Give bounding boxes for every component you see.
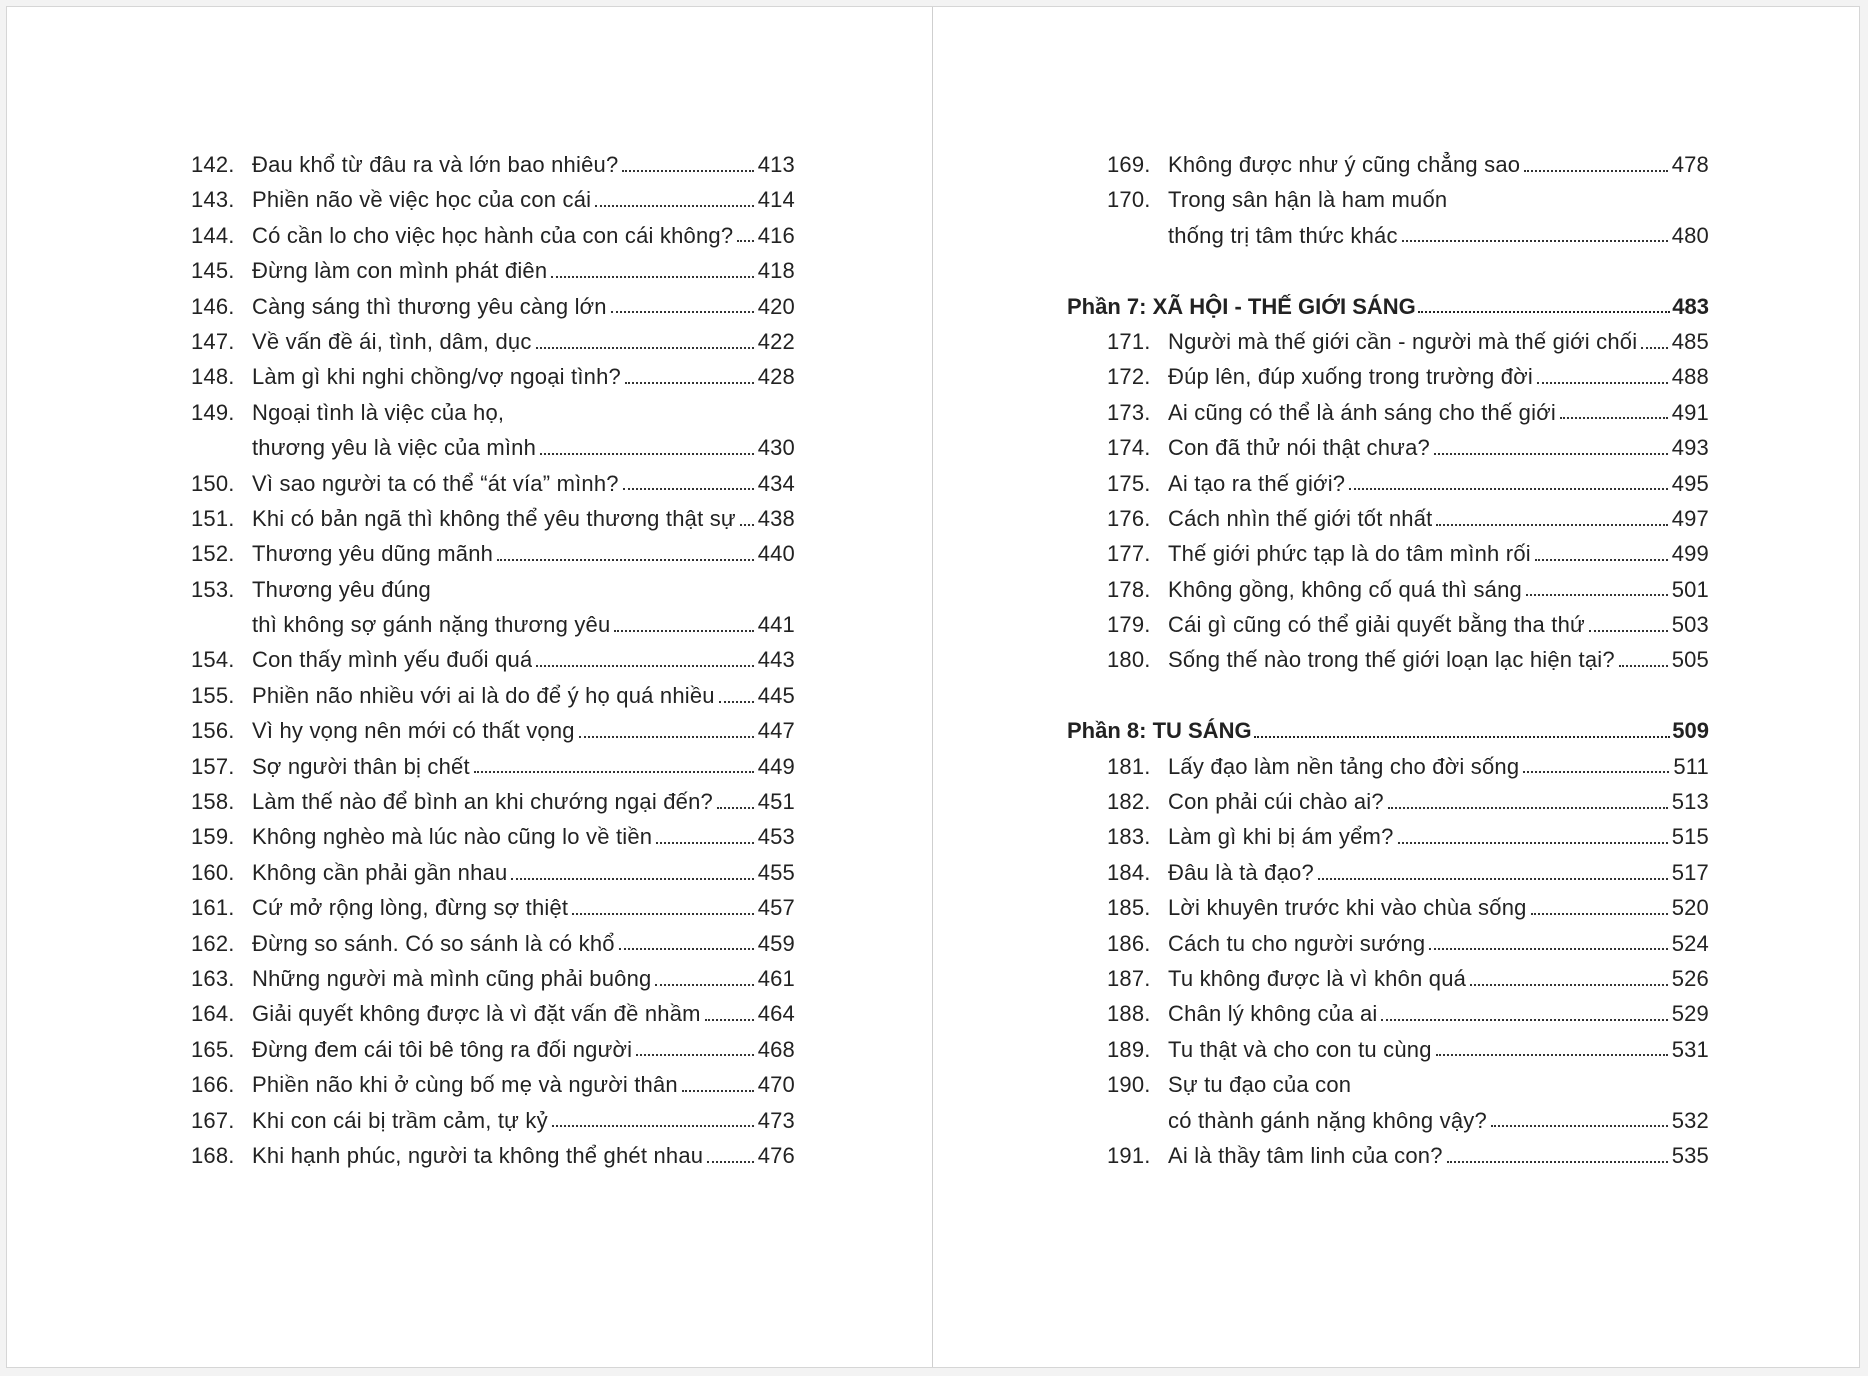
entry-number: 191. (1107, 1142, 1151, 1168)
dot-leader (1436, 1054, 1668, 1056)
entry-page-number: 520 (1671, 895, 1709, 921)
entry-title: Người mà thế giới cần - người mà thế giới chối (1168, 328, 1638, 354)
dot-leader (1434, 453, 1668, 455)
entry-title: Sống thế nào trong thế giới loạn lạc hiện tại? (1168, 647, 1615, 673)
entry-page-number: 422 (757, 328, 795, 354)
entry-page-number: 488 (1671, 364, 1709, 390)
toc-entry (191, 253, 795, 288)
entry-number: 174. (1107, 435, 1151, 461)
entry-number: 167. (191, 1107, 235, 1133)
dot-leader (625, 382, 754, 384)
entry-number: 150. (191, 470, 235, 496)
entry-page-number: 453 (757, 824, 795, 850)
toc-entry (191, 713, 795, 748)
entry-title: Làm gì khi nghi chồng/vợ ngoại tình? (252, 364, 621, 390)
entry-page-number: 455 (757, 859, 795, 885)
toc-entry (191, 819, 795, 854)
dot-leader (1523, 771, 1669, 773)
section-spacer (1067, 678, 1709, 713)
entry-number: 158. (191, 789, 235, 815)
part-title: Phần 8: TU SÁNG (1067, 718, 1252, 744)
entry-number: 187. (1107, 965, 1151, 991)
dot-leader (707, 1161, 753, 1163)
entry-title: Thương yêu đúng (252, 576, 431, 602)
dot-leader (579, 736, 754, 738)
book-spread (6, 6, 1860, 1368)
dot-leader (740, 524, 754, 526)
toc-entry (1067, 395, 1709, 430)
entry-page-number: 526 (1671, 965, 1709, 991)
part-heading (1067, 289, 1709, 324)
entry-title: Không cần phải gần nhau (252, 859, 508, 885)
entry-title: Làm gì khi bị ám yểm? (1168, 824, 1394, 850)
entry-number: 153. (191, 576, 235, 602)
dot-leader (536, 665, 753, 667)
entry-title: Trong sân hận là ham muốn (1168, 187, 1448, 213)
dot-leader (1589, 630, 1668, 632)
entry-number: 184. (1107, 859, 1151, 885)
entry-title: Thương yêu dũng mãnh (252, 541, 494, 567)
entry-number: 176. (1107, 505, 1151, 531)
entry-page-number: 451 (757, 789, 795, 815)
dot-leader (622, 170, 753, 172)
entry-page-number: 473 (757, 1107, 795, 1133)
entry-number: 155. (191, 682, 235, 708)
dot-leader (1641, 347, 1667, 349)
entry-number: 142. (191, 152, 235, 177)
entry-number: 179. (1107, 612, 1151, 638)
entry-page-number: 459 (757, 930, 795, 956)
dot-leader (1526, 594, 1668, 596)
part-page-number: 509 (1672, 718, 1709, 744)
entry-page-number: 515 (1671, 824, 1709, 850)
entry-number: 173. (1107, 399, 1151, 425)
toc-entry (191, 466, 795, 501)
toc-entry (191, 607, 795, 642)
entry-page-number: 535 (1671, 1142, 1709, 1168)
toc-entry (1067, 749, 1709, 784)
entry-page-number: 418 (757, 258, 795, 284)
toc-entry (191, 749, 795, 784)
entry-page-number: 499 (1671, 541, 1709, 567)
toc-entry (191, 855, 795, 890)
dot-leader (595, 205, 753, 207)
dot-leader (1402, 240, 1668, 242)
toc-entry (1067, 1103, 1709, 1138)
entry-number: 172. (1107, 364, 1151, 390)
entry-number: 175. (1107, 470, 1151, 496)
dot-leader (656, 842, 753, 844)
toc-entry (1067, 182, 1709, 217)
toc-entry (191, 961, 795, 996)
toc-entry (191, 572, 795, 607)
entry-page-number: 529 (1671, 1001, 1709, 1027)
entry-number: 151. (191, 505, 235, 531)
entry-page-number: 416 (757, 222, 795, 248)
dot-leader (737, 240, 753, 242)
toc-entry (1067, 961, 1709, 996)
dot-leader (552, 1125, 754, 1127)
entry-number: 181. (1107, 753, 1151, 779)
right-page-toc (1067, 147, 1709, 1173)
entry-page-number: 430 (757, 435, 795, 461)
dot-leader (536, 347, 754, 349)
entry-title: Khi con cái bị trầm cảm, tự kỷ (252, 1107, 548, 1133)
entry-title: Làm thế nào để bình an khi chướng ngại đến? (252, 789, 713, 815)
dot-leader (1470, 984, 1668, 986)
entry-page-number: 461 (757, 965, 795, 991)
dot-leader (1429, 948, 1667, 950)
entry-title: Thế giới phức tạp là do tâm mình rối (1168, 541, 1531, 567)
toc-entry (191, 536, 795, 571)
entry-title: Con đã thử nói thật chưa? (1168, 435, 1430, 461)
entry-title: Cái gì cũng có thể giải quyết bằng tha thứ (1168, 612, 1585, 638)
entry-number: 146. (191, 293, 235, 319)
entry-number: 144. (191, 222, 235, 248)
entry-page-number: 476 (757, 1142, 795, 1168)
entry-title: Ngoại tình là việc của họ, (252, 399, 505, 425)
dot-leader (1381, 1019, 1667, 1021)
entry-title: Đúp lên, đúp xuống trong trường đời (1168, 364, 1533, 390)
toc-entry (1067, 1138, 1709, 1173)
entry-page-number: 505 (1671, 647, 1709, 673)
dot-leader (1537, 382, 1668, 384)
dot-leader (623, 488, 754, 490)
dot-leader (705, 1019, 754, 1021)
dot-leader (1349, 488, 1667, 490)
entry-title: Đau khổ từ đâu ra và lớn bao nhiêu? (252, 152, 619, 177)
dot-leader (1418, 311, 1670, 313)
entry-number: 152. (191, 541, 235, 567)
dot-leader (619, 948, 754, 950)
entry-number: 190. (1107, 1072, 1151, 1098)
dot-leader (614, 630, 753, 632)
entry-number: 188. (1107, 1001, 1151, 1027)
dot-leader (1318, 878, 1668, 880)
entry-title: Đừng đem cái tôi bê tông ra đối người (252, 1036, 633, 1062)
page-gutter (932, 7, 933, 1367)
entry-page-number: 501 (1671, 576, 1709, 602)
entry-number: 145. (191, 258, 235, 284)
toc-entry (191, 678, 795, 713)
toc-entry (1067, 218, 1709, 253)
part-page-number: 483 (1672, 293, 1709, 319)
toc-entry (1067, 430, 1709, 465)
entry-title: Không gồng, không cố quá thì sáng (1168, 576, 1522, 602)
toc-entry (1067, 147, 1709, 182)
toc-entry (1067, 855, 1709, 890)
entry-title: Sợ người thân bị chết (252, 753, 470, 779)
toc-entry (191, 890, 795, 925)
entry-number: 182. (1107, 789, 1151, 815)
entry-page-number: 420 (757, 293, 795, 319)
entry-title: Không nghèo mà lúc nào cũng lo về tiền (252, 824, 653, 850)
entry-title: thống trị tâm thức khác (1168, 222, 1398, 248)
entry-title: Phiền não về việc học của con cái (252, 187, 592, 213)
dot-leader (1491, 1125, 1668, 1127)
entry-page-number: 468 (757, 1036, 795, 1062)
entry-page-number: 524 (1671, 930, 1709, 956)
entry-title: Cách tu cho người sướng (1168, 930, 1426, 956)
entry-page-number: 511 (1673, 753, 1709, 779)
entry-number: 149. (191, 399, 235, 425)
entry-page-number: 445 (757, 682, 795, 708)
entry-title: Ai là thầy tâm linh của con? (1168, 1142, 1443, 1168)
entry-title: Phiền não khi ở cùng bố mẹ và người thân (252, 1072, 678, 1098)
toc-entry (191, 784, 795, 819)
entry-title: Cách nhìn thế giới tốt nhất (1168, 505, 1433, 531)
entry-page-number: 495 (1671, 470, 1709, 496)
dot-leader (474, 771, 754, 773)
toc-entry (191, 1103, 795, 1138)
toc-entry (1067, 1067, 1709, 1102)
entry-title: Lấy đạo làm nền tảng cho đời sống (1168, 753, 1520, 779)
entry-number: 147. (191, 328, 235, 354)
entry-title: thương yêu là việc của mình (252, 435, 537, 461)
entry-title: Khi hạnh phúc, người ta không thể ghét nhau (252, 1142, 704, 1168)
dot-leader (611, 311, 754, 313)
toc-entry (191, 147, 795, 182)
dot-leader (572, 913, 753, 915)
entry-title: Có cần lo cho việc học hành của con cái không? (252, 222, 734, 248)
entry-number: 148. (191, 364, 235, 390)
entry-number: 171. (1107, 328, 1151, 354)
entry-number: 178. (1107, 576, 1151, 602)
entry-page-number: 414 (757, 187, 795, 213)
entry-number: 160. (191, 859, 235, 885)
dot-leader (1436, 524, 1667, 526)
entry-title: Tu thật và cho con tu cùng (1168, 1036, 1432, 1062)
entry-page-number: 503 (1671, 612, 1709, 638)
entry-page-number: 441 (757, 612, 795, 638)
entry-number: 168. (191, 1142, 235, 1168)
dot-leader (719, 701, 754, 703)
entry-page-number: 485 (1671, 328, 1709, 354)
entry-title: Đừng làm con mình phát điên (252, 258, 548, 284)
entry-page-number: 438 (757, 505, 795, 531)
dot-leader (497, 559, 754, 561)
dot-leader (636, 1054, 753, 1056)
entry-title: Con thấy mình yếu đuối quá (252, 647, 533, 673)
toc-entry (191, 324, 795, 359)
toc-entry (1067, 819, 1709, 854)
entry-number: 159. (191, 824, 235, 850)
entry-title: Ai cũng có thể là ánh sáng cho thế giới (1168, 399, 1556, 425)
dot-leader (540, 453, 754, 455)
toc-entry (1067, 784, 1709, 819)
entry-title: có thành gánh nặng không vậy? (1168, 1107, 1487, 1133)
entry-page-number: 470 (757, 1072, 795, 1098)
dot-leader (1524, 170, 1667, 172)
entry-title: Tu không được là vì khôn quá (1168, 965, 1467, 991)
entry-number: 157. (191, 753, 235, 779)
entry-title: Giải quyết không được là vì đặt vấn đề nhầm (252, 1001, 701, 1027)
toc-entry (191, 430, 795, 465)
toc-entry (191, 642, 795, 677)
entry-title: Lời khuyên trước khi vào chùa sống (1168, 895, 1527, 921)
entry-page-number: 434 (757, 470, 795, 496)
dot-leader (1388, 807, 1668, 809)
entry-page-number: 532 (1671, 1107, 1709, 1133)
entry-number: 185. (1107, 895, 1151, 921)
entry-number: 177. (1107, 541, 1151, 567)
part-title: Phần 7: XÃ HỘI - THẾ GIỚI SÁNG (1067, 293, 1416, 319)
entry-title: Về vấn đề ái, tình, dâm, dục (252, 328, 532, 354)
entry-title: Con phải cúi chào ai? (1168, 789, 1384, 815)
entry-title: Khi có bản ngã thì không thể yêu thương thật sự (252, 505, 736, 531)
entry-page-number: 457 (757, 895, 795, 921)
dot-leader (682, 1090, 754, 1092)
entry-title: Đừng so sánh. Có so sánh là có khổ (252, 930, 615, 956)
toc-entry (191, 359, 795, 394)
entry-title: Phiền não nhiều với ai là do để ý họ quá nhiều (252, 682, 715, 708)
entry-page-number: 531 (1671, 1036, 1709, 1062)
toc-entry (1067, 996, 1709, 1031)
toc-entry (191, 1032, 795, 1067)
entry-number: 162. (191, 930, 235, 956)
entry-title: Sự tu đạo của con (1168, 1072, 1352, 1098)
entry-title: Vì hy vọng nên mới có thất vọng (252, 718, 575, 744)
dot-leader (1560, 417, 1668, 419)
dot-leader (1447, 1161, 1668, 1163)
entry-number: 164. (191, 1001, 235, 1027)
toc-entry (1067, 466, 1709, 501)
entry-number: 156. (191, 718, 235, 744)
entry-page-number: 413 (757, 152, 795, 177)
entry-page-number: 440 (757, 541, 795, 567)
entry-page-number: 493 (1671, 435, 1709, 461)
entry-title: thì không sợ gánh nặng thương yêu (252, 612, 611, 638)
entry-page-number: 478 (1671, 152, 1709, 177)
entry-number: 186. (1107, 930, 1151, 956)
entry-number: 143. (191, 187, 235, 213)
entry-page-number: 447 (757, 718, 795, 744)
dot-leader (1254, 736, 1671, 738)
entry-page-number: 497 (1671, 505, 1709, 531)
entry-page-number: 491 (1671, 399, 1709, 425)
entry-title: Những người mà mình cũng phải buông (252, 965, 652, 991)
entry-title: Đâu là tà đạo? (1168, 859, 1314, 885)
dot-leader (717, 807, 754, 809)
dot-leader (655, 984, 753, 986)
toc-entry (191, 395, 795, 430)
entry-title: Chân lý không của ai (1168, 1001, 1378, 1027)
entry-page-number: 428 (757, 364, 795, 390)
entry-number: 189. (1107, 1036, 1151, 1062)
toc-entry (191, 218, 795, 253)
entry-number: 161. (191, 895, 235, 921)
toc-entry (1067, 642, 1709, 677)
toc-entry (1067, 926, 1709, 961)
dot-leader (1531, 913, 1668, 915)
entry-page-number: 480 (1671, 222, 1709, 248)
dot-leader (551, 276, 753, 278)
entry-title: Càng sáng thì thương yêu càng lớn (252, 293, 607, 319)
toc-entry (1067, 536, 1709, 571)
entry-page-number: 464 (757, 1001, 795, 1027)
entry-page-number: 449 (757, 753, 795, 779)
entry-title: Ai tạo ra thế giới? (1168, 470, 1346, 496)
entry-page-number: 443 (757, 647, 795, 673)
entry-page-number: 517 (1671, 859, 1709, 885)
entry-title: Cứ mở rộng lòng, đừng sợ thiệt (252, 895, 569, 921)
toc-entry (1067, 607, 1709, 642)
toc-entry (1067, 359, 1709, 394)
entry-number: 165. (191, 1036, 235, 1062)
entry-number: 183. (1107, 824, 1151, 850)
toc-entry (191, 1138, 795, 1173)
toc-entry (191, 926, 795, 961)
section-spacer (1067, 253, 1709, 288)
toc-entry (1067, 572, 1709, 607)
entry-title: Vì sao người ta có thể “át vía” mình? (252, 470, 619, 496)
toc-entry (1067, 324, 1709, 359)
toc-entry (191, 182, 795, 217)
toc-entry (191, 1067, 795, 1102)
dot-leader (1398, 842, 1668, 844)
part-heading (1067, 713, 1709, 748)
toc-entry (1067, 1032, 1709, 1067)
dot-leader (511, 878, 753, 880)
toc-entry (191, 501, 795, 536)
left-page-toc (191, 147, 795, 1173)
toc-entry (191, 289, 795, 324)
entry-number: 169. (1107, 152, 1151, 177)
toc-entry (1067, 890, 1709, 925)
entry-number: 163. (191, 965, 235, 991)
toc-entry (1067, 501, 1709, 536)
entry-number: 180. (1107, 647, 1151, 673)
toc-entry (191, 996, 795, 1031)
entry-number: 166. (191, 1072, 235, 1098)
entry-number: 170. (1107, 187, 1151, 213)
dot-leader (1619, 665, 1668, 667)
entry-title: Không được như ý cũng chẳng sao (1168, 152, 1521, 177)
entry-number: 154. (191, 647, 235, 673)
entry-page-number: 513 (1671, 789, 1709, 815)
dot-leader (1535, 559, 1668, 561)
